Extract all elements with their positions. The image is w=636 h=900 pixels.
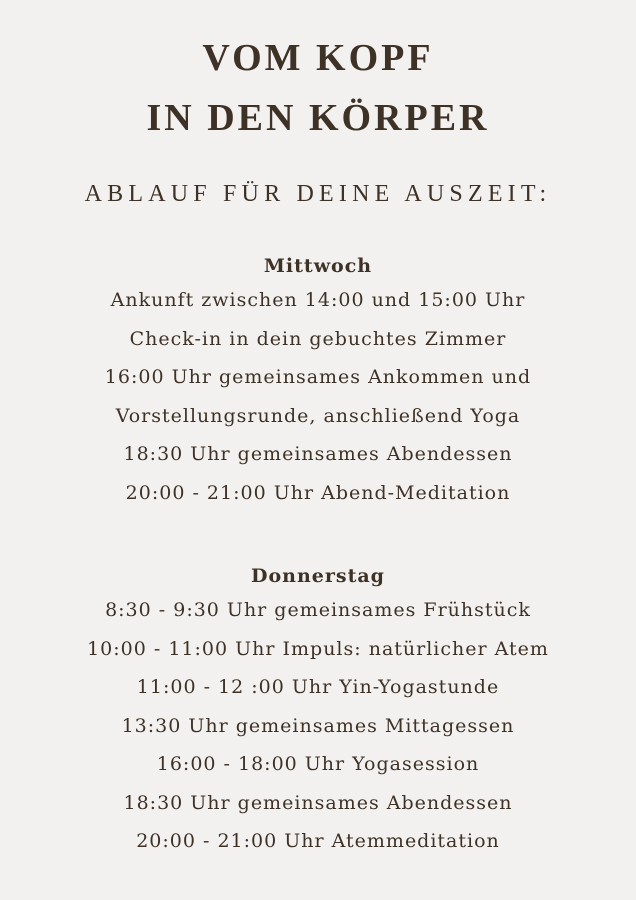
schedule-entry: 11:00 - 12 :00 Uhr Yin-Yogastunde xyxy=(136,676,500,698)
day-heading: Donnerstag xyxy=(251,565,385,587)
schedule-entry: 8:30 - 9:30 Uhr gemeinsames Frühstück xyxy=(105,599,531,621)
page-title xyxy=(0,28,636,148)
schedule-entry: 18:30 Uhr gemeinsames Abendessen xyxy=(123,443,513,465)
title-line-2: IN DEN KÖRPER xyxy=(146,97,490,139)
day-section-donnerstag xyxy=(0,561,636,861)
schedule-entry: 16:00 Uhr gemeinsames Ankommen und xyxy=(104,366,532,388)
schedule-entry: Check-in in dein gebuchtes Zimmer xyxy=(129,327,507,350)
schedule-entry: 18:30 Uhr gemeinsames Abendessen xyxy=(123,791,513,814)
schedule-entry: 10:00 - 11:00 Uhr Impuls: natürlicher Atem xyxy=(87,637,549,660)
day-section-mittwoch xyxy=(0,251,636,512)
schedule-list xyxy=(0,591,636,861)
schedule-entry: 13:30 Uhr gemeinsames Mittagessen xyxy=(121,714,515,737)
day-heading: Mittwoch xyxy=(263,255,373,277)
page-subtitle: ABLAUF FÜR DEINE AUSZEIT: xyxy=(84,181,552,207)
schedule-entry: 20:00 - 21:00 Uhr Abend-Meditation xyxy=(125,481,511,504)
schedule-entry: 20:00 - 21:00 Uhr Atemmeditation xyxy=(136,830,500,852)
schedule-entry: 16:00 - 18:00 Uhr Yogasession xyxy=(156,753,480,775)
schedule-entry: Vorstellungsrunde, anschließend Yoga xyxy=(115,404,521,427)
title-line-1: VOM KOPF xyxy=(202,37,434,79)
schedule-entry: Ankunft zwischen 14:00 und 15:00 Uhr xyxy=(110,289,526,311)
schedule-list xyxy=(0,281,636,512)
